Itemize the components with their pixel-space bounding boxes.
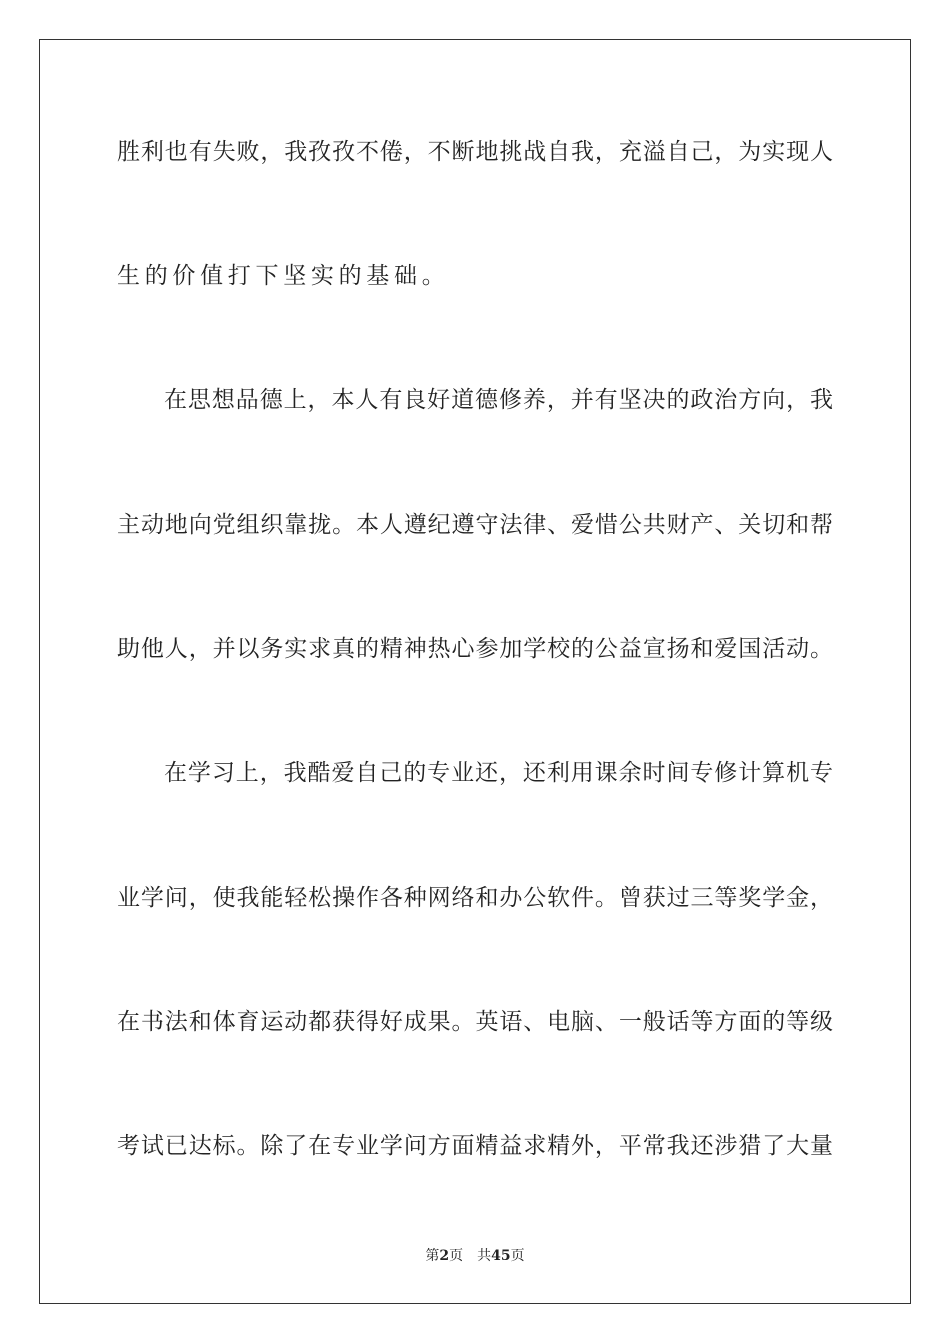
paragraph-line: 生的价值打下坚实的基础。 xyxy=(117,263,450,289)
page-prefix: 第 xyxy=(425,1248,440,1264)
paragraph-line: 助他人，并以务实求真的精神热心参加学校的公益宣扬和爱国活动。 xyxy=(117,636,833,662)
paragraph-line: 在书法和体育运动都获得好成果。英语、电脑、一般话等方面的等级 xyxy=(117,1009,833,1035)
page-footer xyxy=(0,1246,950,1266)
page-border xyxy=(39,39,911,1304)
paragraph-line: 业学问，使我能轻松操作各种网络和办公软件。曾获过三等奖学金， xyxy=(117,885,833,911)
total-pages: 45 xyxy=(491,1248,511,1264)
total-suffix: 页 xyxy=(510,1248,525,1264)
paragraph-line: 在思想品德上，本人有良好道德修养，并有坚决的政治方向，我 xyxy=(164,387,833,413)
page-number: 2 xyxy=(439,1248,450,1264)
total-prefix: 共 xyxy=(477,1248,492,1264)
paragraph-line: 在学习上，我酷爱自己的专业还，还利用课余时间专修计算机专 xyxy=(164,760,833,786)
paragraph-line: 主动地向党组织靠拢。本人遵纪遵守法律、爱惜公共财产、关切和帮 xyxy=(117,512,833,538)
paragraph-line: 胜利也有失败，我孜孜不倦，不断地挑战自我，充溢自己，为实现人 xyxy=(117,139,833,165)
page-suffix: 页 xyxy=(449,1248,464,1264)
paragraph-line: 考试已达标。除了在专业学问方面精益求精外，平常我还涉猎了大量 xyxy=(117,1133,833,1159)
